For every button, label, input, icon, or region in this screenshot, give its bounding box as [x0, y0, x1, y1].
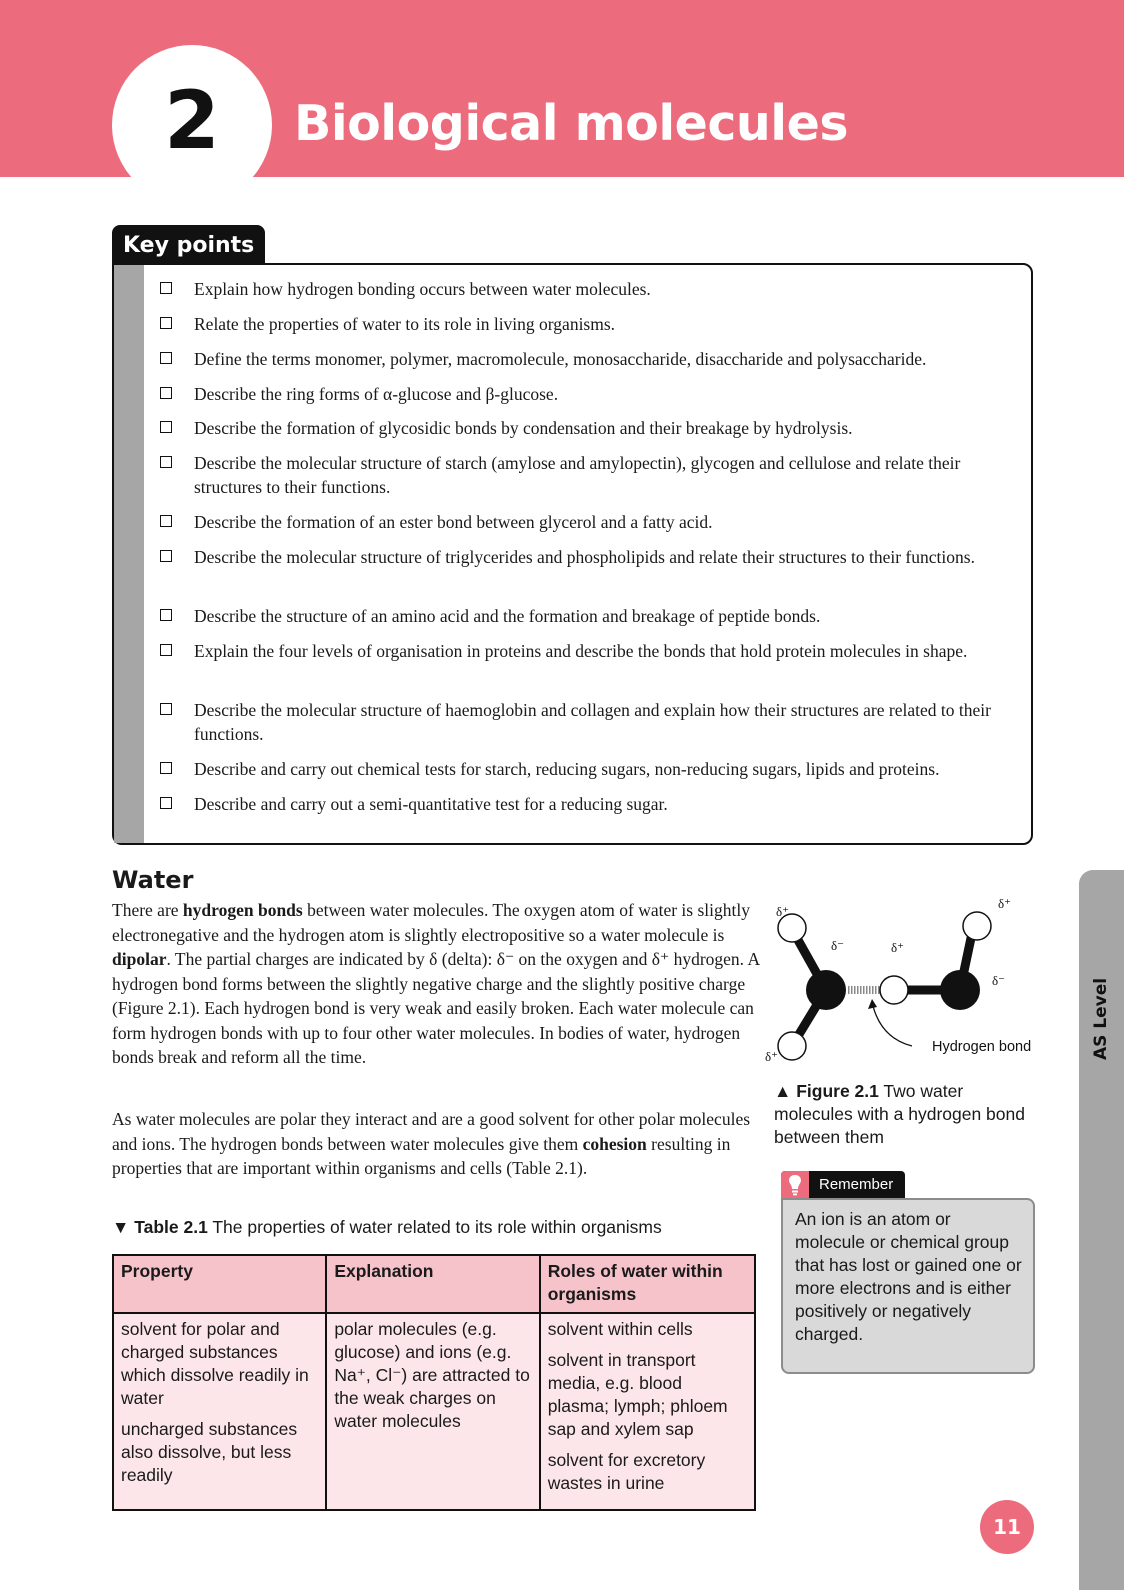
key-point-text: Describe and carry out a semi-quantitative test for a reducing sugar.: [194, 794, 668, 814]
checkbox-icon: [160, 609, 172, 621]
key-points-heading: Key points: [112, 225, 265, 266]
key-point-text: Describe the formation of an ester bond between glycerol and a fatty acid.: [194, 512, 713, 532]
label-delta-minus: δ⁻: [992, 973, 1005, 988]
checkbox-icon: [160, 456, 172, 468]
key-point-text: Explain the four levels of organisation in proteins and describe the bonds that hold protein molecules in shape.: [194, 641, 968, 661]
key-point-text: Describe the structure of an amino acid and the formation and breakage of peptide bonds.: [194, 606, 821, 626]
hydrogen-bond-pointer: [872, 1002, 912, 1046]
oxygen-atom: [806, 970, 846, 1010]
caption-down-arrow-icon: ▼: [112, 1217, 130, 1237]
remember-box: An ion is an atom or molecule or chemical group that has lost or gained one or more electrons and is either positively or negatively charged.: [781, 1198, 1035, 1374]
key-point-text: Describe the formation of glycosidic bonds by condensation and their breakage by hydrolysis.: [194, 418, 853, 438]
section-heading-water: Water: [112, 866, 194, 894]
page-number: 11: [980, 1500, 1034, 1554]
figure-caption: ▲ Figure 2.1 Two water molecules with a hydrogen bond between them: [774, 1081, 1025, 1147]
checkbox-icon: [160, 515, 172, 527]
label-delta-plus: δ⁺: [998, 896, 1011, 911]
checkbox-icon: [160, 421, 172, 433]
checkbox-icon: [160, 352, 172, 364]
checkbox-icon: [160, 703, 172, 715]
label-delta-plus: δ⁺: [891, 940, 904, 955]
key-point-text: Describe and carry out chemical tests for starch, reducing sugars, non-reducing sugars, lipids and proteins.: [194, 759, 940, 779]
remember-tab: [781, 1171, 905, 1198]
table-header-cell: Explanation: [326, 1255, 539, 1313]
pointer-arrow-icon: [868, 999, 877, 1009]
table-row: [113, 1313, 755, 1510]
checkbox-icon: [160, 797, 172, 809]
label-delta-minus: δ⁻: [831, 938, 844, 953]
table-header-cell: Roles of water within organisms: [540, 1255, 755, 1313]
hydrogen-atom: [880, 976, 908, 1004]
oxygen-atom: [940, 970, 980, 1010]
table-cell-explanation: polar molecules (e.g. glucose) and ions (e.g. Na⁺, Cl⁻) are attracted to the weak charges on water molecules: [326, 1313, 539, 1510]
hydrogen-atom: [778, 1032, 806, 1060]
term-hydrogen-bonds: hydrogen bonds: [182, 900, 303, 920]
checkbox-icon: [160, 644, 172, 656]
key-points-box: [112, 263, 1033, 845]
chapter-number: 2: [164, 74, 220, 167]
checkbox-icon: [160, 387, 172, 399]
table-header-row: [113, 1255, 755, 1313]
checkbox-icon: [160, 762, 172, 774]
key-point-text: Explain how hydrogen bonding occurs between water molecules.: [194, 279, 651, 299]
key-points-side-strip: [114, 265, 144, 843]
key-point-text: Define the terms monomer, polymer, macromolecule, monosaccharide, disaccharide and polysaccharide.: [194, 349, 927, 369]
table-caption: ▼ Table 2.1 The properties of water related to its role within organisms: [112, 1217, 662, 1237]
hydrogen-atom: [963, 912, 991, 940]
label-delta-plus: δ⁺: [776, 904, 789, 919]
term-cohesion: cohesion: [582, 1133, 647, 1154]
checkbox-icon: [160, 317, 172, 329]
key-point-text: Describe the molecular structure of haemoglobin and collagen and explain how their structures are related to their functions.: [194, 700, 991, 744]
checkbox-icon: [160, 282, 172, 294]
chapter-title: Biological molecules: [294, 95, 848, 152]
table-cell-roles: solvent within cells solvent in transport media, e.g. blood plasma; lymph; phloem sap and xylem sap solvent for excretory wastes in urine: [540, 1313, 755, 1510]
key-point-text: Relate the properties of water to its role in living organisms.: [194, 314, 616, 334]
label-delta-plus: δ⁺: [765, 1049, 778, 1064]
key-point-text: Describe the molecular structure of triglycerides and phospholipids and relate their structures to their functions.: [194, 547, 975, 567]
remember-label: Remember: [819, 1176, 894, 1193]
lightbulb-icon: [781, 1171, 809, 1198]
water-properties-table: [112, 1254, 756, 1511]
key-point-text: Describe the molecular structure of starch (amylose and amylopectin), glycogen and cellulose and relate their structures to their functions.: [194, 453, 961, 497]
label-hydrogen-bond: Hydrogen bond: [932, 1039, 1032, 1055]
water-paragraph-1: There are hydrogen bonds between water molecules. The oxygen atom of water is slightly electronegative and the hydrogen atom is slightly electropositive so a water molecule is dipolar. The partial charges are indicated by δ (delta): δ⁻ on the oxygen and δ⁺ hydrogen. A hydrogen bond forms between the slightly negative charge and the slightly positive charge (Figure 2.1). Each hydrogen bond is very weak and easily broken. Each water molecule can form hydrogen bonds with up to four other water molecules. In bodies of water, hydrogen bonds break and reform all the time.: [112, 900, 760, 1067]
water-paragraph-2: As water molecules are polar they interact and are a good solvent for other polar molecules and ions. The hydrogen bonds between water molecules give them cohesion resulting in properties that are important within organisms and cells (Table 2.1).: [112, 1109, 751, 1178]
key-point-text: Describe the ring forms of α-glucose and β-glucose.: [194, 384, 559, 404]
caption-up-arrow-icon: ▲: [774, 1081, 792, 1101]
water-molecules-diagram: [765, 896, 1040, 1068]
checkbox-icon: [160, 550, 172, 562]
table-header-cell: Property: [113, 1255, 326, 1313]
table-cell-property: solvent for polar and charged substances which dissolve readily in water uncharged substances also dissolve, but less readily: [113, 1313, 326, 1510]
term-dipolar: dipolar: [112, 949, 167, 969]
